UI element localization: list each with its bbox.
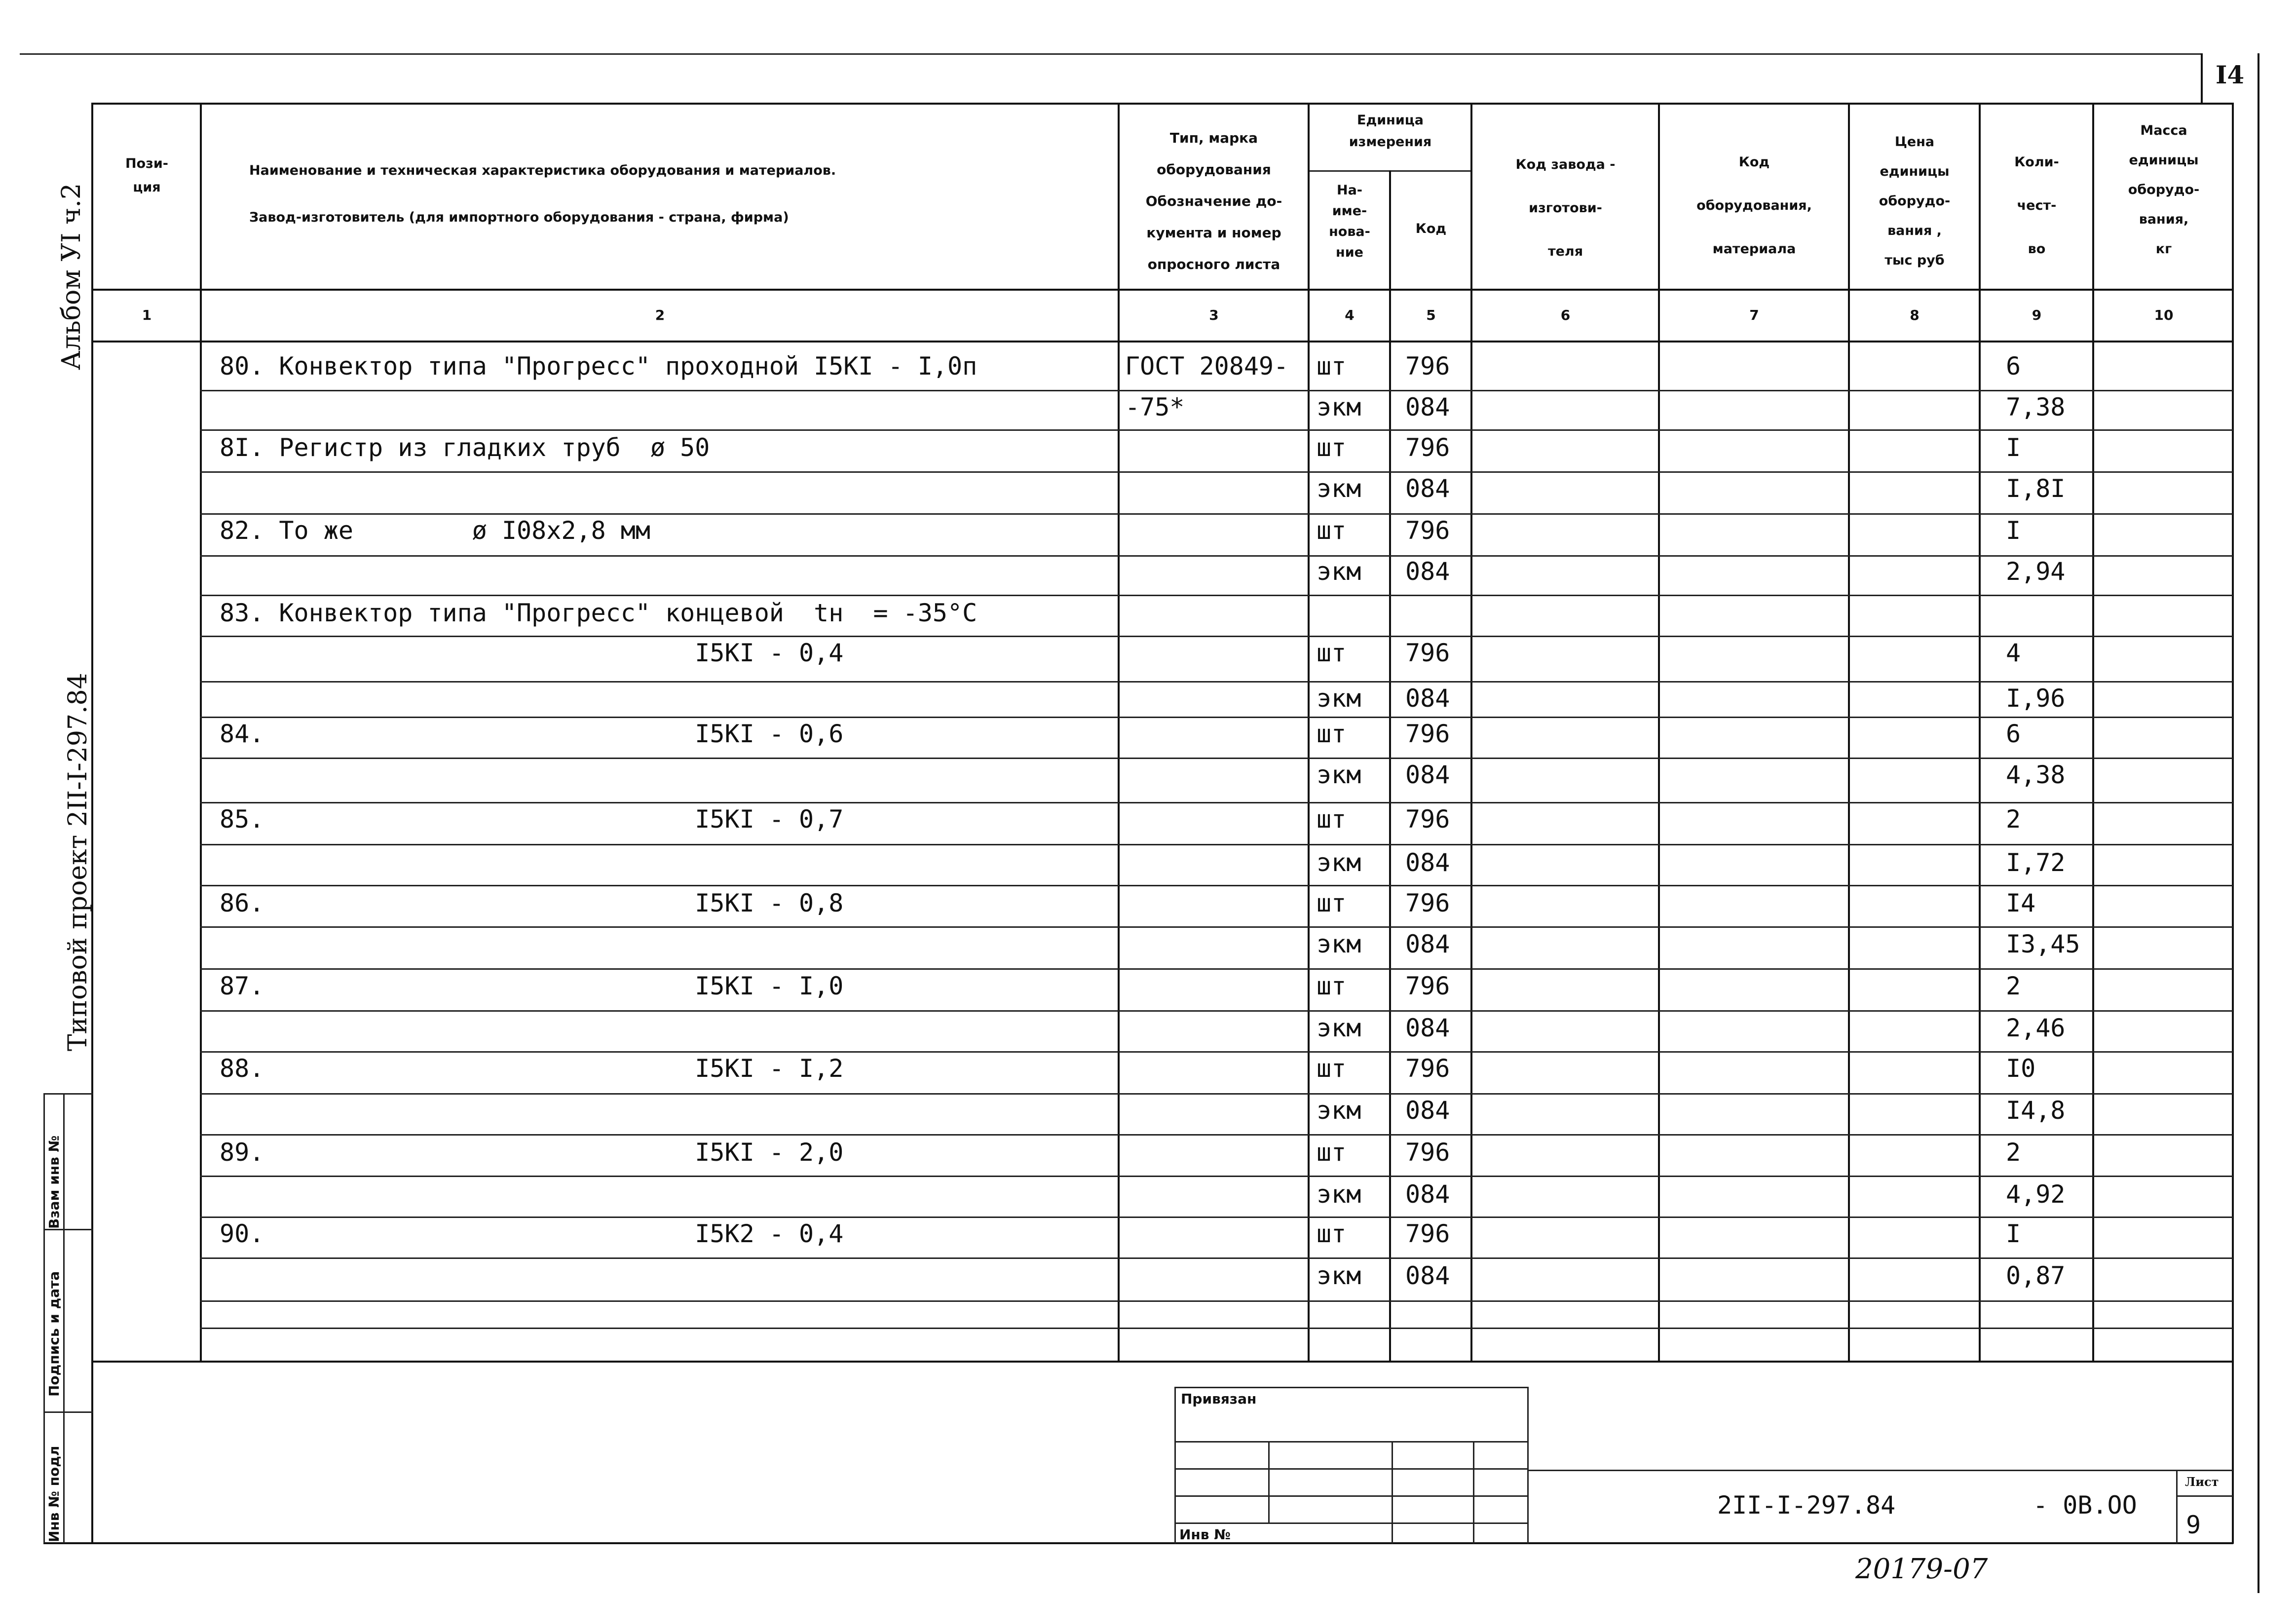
margin-strip-inner — [63, 1093, 65, 1543]
header-col45: Единица измерения — [1349, 113, 1432, 150]
row-code: 796 — [1405, 889, 1450, 917]
row-qty: 2,94 — [2006, 557, 2066, 586]
col-line-1 — [200, 103, 202, 1361]
row-qty: 2 — [2006, 805, 2021, 834]
frame-bottom — [43, 1542, 2233, 1544]
stamp-v1 — [1268, 1441, 1270, 1522]
header-col2: Наименование и техническая характеристика оборудования и материалов. Завод-изготовитель (для импортного оборудования - страна, фирма) — [249, 163, 836, 225]
row-name: 88. I5KI - I,2 — [220, 1054, 844, 1083]
body-bottom — [91, 1361, 2233, 1363]
row-code: 796 — [1405, 1054, 1450, 1083]
row-unit: шт — [1317, 352, 1347, 380]
colnum-5: 5 — [1426, 307, 1436, 323]
row-qty: I — [2006, 433, 2021, 462]
row-name: 90. I5K2 - 0,4 — [220, 1219, 844, 1248]
row-qty: 6 — [2006, 720, 2021, 748]
side-label-album: Альбом УI ч.2 — [57, 183, 86, 370]
colnum-2: 2 — [655, 307, 665, 323]
row-unit: экм — [1317, 1096, 1361, 1125]
row-rule — [200, 1328, 2233, 1329]
row-code: 796 — [1405, 639, 1450, 667]
list-box-left — [2176, 1470, 2178, 1544]
header-col4: На- име- нова- ние — [1329, 183, 1370, 260]
colnum-9: 9 — [2032, 307, 2042, 323]
row-qty: I,96 — [2006, 684, 2066, 713]
stamp-v2 — [1392, 1441, 1393, 1544]
stamp-inv-no: Инв № — [1179, 1526, 1231, 1543]
row-unit: шт — [1317, 1138, 1347, 1167]
row-qty: I — [2006, 516, 2021, 545]
list-label: Лист — [2185, 1475, 2219, 1489]
side-label-vzam: Взам инв № — [46, 1135, 62, 1229]
stamp-privyazan: Привязан — [1181, 1391, 1257, 1407]
row-name: 8I. Регистр из гладких труб ø 50 — [220, 433, 710, 462]
row-qty: 6 — [2006, 352, 2021, 380]
row-code: 796 — [1405, 720, 1450, 748]
row-unit: шт — [1317, 516, 1347, 545]
row-code: 796 — [1405, 972, 1450, 1000]
row-unit: шт — [1317, 1054, 1347, 1083]
header-bottom — [91, 289, 2233, 291]
col-line-4 — [1389, 170, 1391, 1361]
row-unit: экм — [1317, 1261, 1361, 1290]
col-line-5 — [1470, 103, 1472, 1361]
row-name: 84. I5KI - 0,6 — [220, 720, 844, 748]
row-unit: шт — [1317, 433, 1347, 462]
colnum-3: 3 — [1209, 307, 1219, 323]
row-qty: I4 — [2006, 889, 2036, 917]
row-name: 86. I5KI - 0,8 — [220, 889, 844, 917]
row-rule — [200, 1010, 2233, 1012]
row-rule — [200, 802, 2233, 803]
row-rule — [200, 1051, 2233, 1053]
row-unit: экм — [1317, 930, 1361, 958]
row-name: 80. Конвектор типа "Прогресс" проходной I5KI - I,0п — [220, 352, 978, 380]
row-qty: 2 — [2006, 1138, 2021, 1167]
colnum-bottom — [91, 341, 2233, 342]
row-rule — [200, 926, 2233, 928]
doc-suffix: - 0B.OO — [2033, 1491, 2137, 1520]
row-name: I5KI - 0,4 — [220, 639, 844, 667]
row-type: -75* — [1125, 393, 1185, 421]
row-rule — [200, 595, 2233, 596]
row-unit: экм — [1317, 1014, 1361, 1042]
margin-div-1 — [43, 1093, 93, 1095]
row-code: 084 — [1405, 1180, 1450, 1209]
stamp-right — [1527, 1387, 1529, 1544]
row-unit: экм — [1317, 760, 1361, 789]
list-box-mid — [2176, 1495, 2233, 1497]
row-name: 82. То же ø I08x2,8 мм — [220, 516, 650, 545]
row-code: 084 — [1405, 474, 1450, 503]
row-rule — [200, 1093, 2233, 1095]
col-line-3 — [1308, 103, 1310, 1361]
top-rule — [20, 53, 2201, 55]
doc-code: 2II-I-297.84 — [1717, 1491, 1896, 1520]
row-type: ГОСТ 20849- — [1125, 352, 1289, 380]
row-code: 084 — [1405, 684, 1450, 713]
col-line-8 — [1979, 103, 1981, 1361]
margin-div-2 — [43, 1229, 93, 1230]
row-name: 89. I5KI - 2,0 — [220, 1138, 844, 1167]
row-unit: шт — [1317, 889, 1347, 917]
row-qty: 4,92 — [2006, 1180, 2066, 1209]
header-col5: Код — [1415, 221, 1447, 236]
row-unit: шт — [1317, 972, 1347, 1000]
row-rule — [200, 471, 2233, 473]
row-rule — [200, 1176, 2233, 1177]
margin-strip-left — [43, 1093, 45, 1543]
row-code: 084 — [1405, 1261, 1450, 1290]
frame-top — [91, 103, 2233, 105]
row-rule — [200, 429, 2233, 431]
colnum-6: 6 — [1560, 307, 1571, 323]
header-col10: Масса единицы оборудо- вания, кг — [2128, 123, 2200, 257]
col-line-9 — [2092, 103, 2094, 1361]
stamp-left — [1174, 1387, 1176, 1544]
row-unit: шт — [1317, 639, 1347, 667]
side-label-podpis: Подпись и дата — [46, 1271, 62, 1397]
row-rule — [200, 885, 2233, 886]
row-code: 796 — [1405, 1219, 1450, 1248]
row-qty: I4,8 — [2006, 1096, 2066, 1125]
stamp-v3 — [1473, 1441, 1474, 1544]
row-name: 85. I5KI - 0,7 — [220, 805, 844, 834]
row-unit: шт — [1317, 1219, 1347, 1248]
side-label-inv-podl: Инв № подл — [46, 1445, 62, 1542]
bottom-handwriting: 20179-07 — [1855, 1553, 1988, 1585]
row-unit: экм — [1317, 474, 1361, 503]
row-unit: экм — [1317, 684, 1361, 713]
corner-box-left — [2201, 53, 2203, 103]
colnum-1: 1 — [142, 307, 152, 323]
row-rule — [200, 1300, 2233, 1302]
row-rule — [200, 1257, 2233, 1259]
row-code: 084 — [1405, 760, 1450, 789]
row-qty: I3,45 — [2006, 930, 2080, 958]
row-unit: экм — [1317, 557, 1361, 586]
header-col9: Коли- чест- во — [2014, 154, 2059, 257]
row-rule — [200, 636, 2233, 637]
row-qty: I,8I — [2006, 474, 2066, 503]
row-code: 084 — [1405, 1014, 1450, 1042]
row-code: 084 — [1405, 557, 1450, 586]
row-qty: 4 — [2006, 639, 2021, 667]
list-number: 9 — [2186, 1511, 2201, 1539]
row-name: 87. I5KI - I,0 — [220, 972, 844, 1000]
row-rule — [200, 1134, 2233, 1136]
col-line-2 — [1118, 103, 1120, 1361]
row-rule — [200, 513, 2233, 515]
row-code: 796 — [1405, 433, 1450, 462]
row-rule — [200, 681, 2233, 683]
row-qty: 4,38 — [2006, 760, 2066, 789]
colnum-10: 10 — [2154, 307, 2174, 323]
row-rule — [200, 1217, 2233, 1218]
stamp-top — [1174, 1387, 1527, 1388]
row-rule — [200, 390, 2233, 391]
header-col8: Цена единицы оборудо- вания , тыс руб — [1879, 134, 1951, 268]
margin-div-3 — [43, 1411, 93, 1413]
row-unit: шт — [1317, 805, 1347, 834]
row-code: 084 — [1405, 848, 1450, 877]
row-unit: шт — [1317, 720, 1347, 748]
row-unit: экм — [1317, 1180, 1361, 1209]
titleblock-top — [1527, 1470, 2233, 1471]
row-qty: 7,38 — [2006, 393, 2066, 421]
colnum-4: 4 — [1345, 307, 1355, 323]
row-qty: 2,46 — [2006, 1014, 2066, 1042]
row-qty: 2 — [2006, 972, 2021, 1000]
row-qty: I — [2006, 1219, 2021, 1248]
header-col1: Пози- ция — [125, 156, 168, 195]
row-qty: 0,87 — [2006, 1261, 2066, 1290]
header-col7: Код оборудования, материала — [1696, 154, 1812, 257]
colnum-7: 7 — [1749, 307, 1759, 323]
page-right-edge — [2258, 53, 2259, 1593]
row-unit: экм — [1317, 393, 1361, 421]
header-col6: Код завода - изготови- теля — [1515, 157, 1616, 259]
sheet-corner-number: I4 — [2216, 60, 2245, 89]
row-code: 084 — [1405, 930, 1450, 958]
row-rule — [200, 844, 2233, 845]
row-name: 83. Конвектор типа "Прогресс" концевой tн = -35°C — [220, 599, 978, 627]
row-rule — [200, 717, 2233, 718]
side-label-project: Типовой проект 2II-I-297.84 — [63, 673, 93, 1051]
row-qty: I0 — [2006, 1054, 2036, 1083]
row-rule — [200, 555, 2233, 557]
row-unit: экм — [1317, 848, 1361, 877]
row-rule — [200, 758, 2233, 759]
row-code: 084 — [1405, 393, 1450, 421]
col-line-7 — [1848, 103, 1850, 1361]
row-code: 796 — [1405, 516, 1450, 545]
col-line-6 — [1658, 103, 1660, 1361]
row-code: 084 — [1405, 1096, 1450, 1125]
row-rule — [200, 968, 2233, 970]
row-code: 796 — [1405, 1138, 1450, 1167]
header-col3: Тип, марка оборудования Обозначение до- кумента и номер опросного листа — [1145, 130, 1282, 272]
row-code: 796 — [1405, 805, 1450, 834]
row-qty: I,72 — [2006, 848, 2066, 877]
row-code: 796 — [1405, 352, 1450, 380]
colnum-8: 8 — [1910, 307, 1920, 323]
